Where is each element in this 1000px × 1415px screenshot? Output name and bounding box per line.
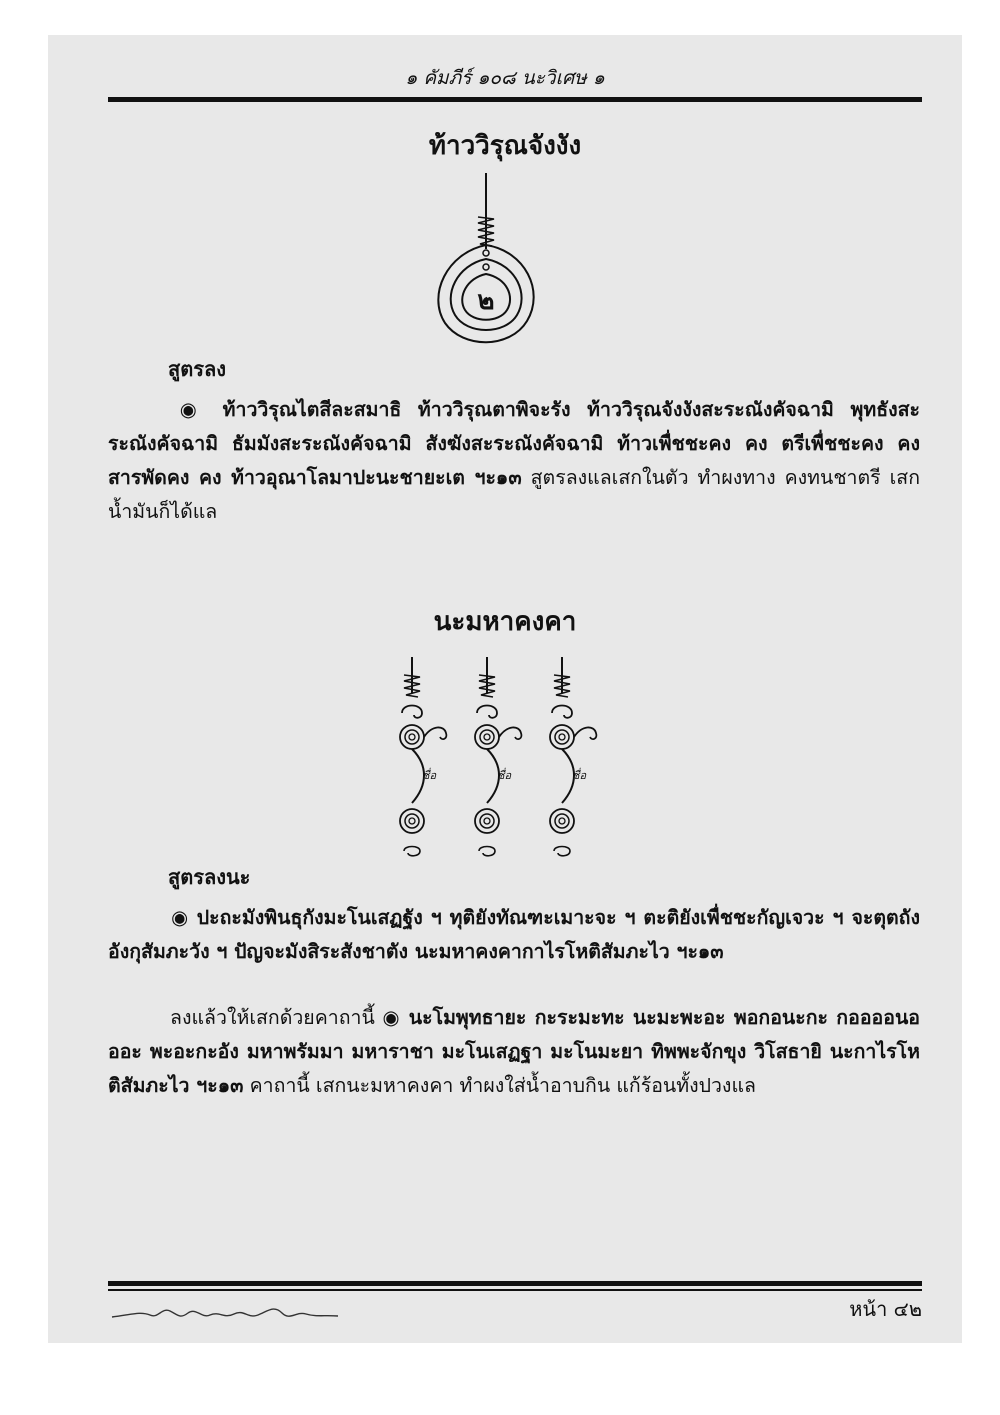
yantra-drawing-2	[388, 655, 618, 865]
yantra-center-glyph: ๒	[477, 286, 495, 316]
yantra-symbol	[475, 657, 521, 856]
incantation-text: ท้าววิรุณไตสีละสมาธิ ท้าววิรุณตาพิจะรัง ท้าววิรุณจังงังสะระณังคัจฉามิ พุทธังสะระณังคัจฉามิ ธัมมังสะระณังคัจฉามิ สังฆังสะระณังคัจฉามิ ท้าวเพื่ชชะคง คง ตรีเพื่ชชะคง คง สารพัดคง คง ท้าวอุณาโลมาปะนะชายะเต ฯะ๑๓	[108, 398, 921, 489]
incantation-text: นะโมพุทธายะ กะระมะทะ นะมะพะอะ พอกอนะกะ กออออนอออะ พะอะกะอัง มหาพรัมมา มหาราชา มะโนเสฏฐา มะโนมะยา ทิพพะจักขุง วิโสธายิ นะกาไรโหติสัมภะไว ฯะ๑๓	[108, 1006, 921, 1097]
running-header: ๑ คัมภีร์ ๑๐๘ นะวิเศษ ๑	[405, 67, 605, 89]
footer-rule	[108, 1281, 922, 1286]
yantra-symbol	[550, 657, 596, 856]
bullet: ◉	[170, 906, 190, 929]
section-title-2: นะมหาคงคา	[433, 607, 577, 637]
yantra-name-glyph: ชื่อ	[497, 769, 512, 782]
incantation-text: ปะถะมังพินธุกังมะโนเสฏฐัง ฯ ทุติยังทัณฑะเมาะจะ ฯ ตะติยังเพื่ชชะกัญเจวะ ฯ จะตุตถังอังกุสัมภะวัง ฯ ปัญจะมังสิระสังชาตัง นะมหาคงคากาไรโหติสัมภะไว ฯะ๑๓	[108, 906, 921, 963]
yantra-name-glyph: ชื่อ	[422, 769, 437, 782]
bullet: ◉	[382, 1006, 402, 1029]
footer-rule-thin	[108, 1289, 922, 1291]
yantra-symbol	[400, 657, 446, 856]
formula-label-2: สูตรลงนะ	[168, 865, 251, 889]
section2-paragraph-1	[108, 901, 920, 969]
section1-paragraph	[108, 393, 920, 529]
page-number: หน้า ๔๒	[849, 1297, 922, 1321]
header-rule	[108, 97, 922, 102]
lead-text: ลงแล้วให้เสกด้วยคาถานี้	[170, 1006, 375, 1029]
instruction-text: คาถานี้ เสกนะมหาคงคา ทำผงใส่น้ำอาบกิน แก้ร้อนทั้งปวงแล	[249, 1074, 756, 1097]
instruction-text: สูตรลงแลเสกในตัว ทำผงทาง คงทนชาตรี เสกน้ำมันก็ได้แล	[108, 466, 921, 523]
section2-paragraph-2	[108, 1001, 920, 1103]
bullet: ◉	[170, 398, 207, 421]
handwritten-signature	[110, 1297, 340, 1327]
formula-label-1: สูตรลง	[168, 357, 226, 381]
yantra-drawing-1	[425, 171, 555, 351]
section-title-1: ท้าววิรุณจังงัง	[428, 131, 582, 161]
document-page	[48, 35, 962, 1343]
yantra-name-glyph: ชื่อ	[572, 769, 587, 782]
